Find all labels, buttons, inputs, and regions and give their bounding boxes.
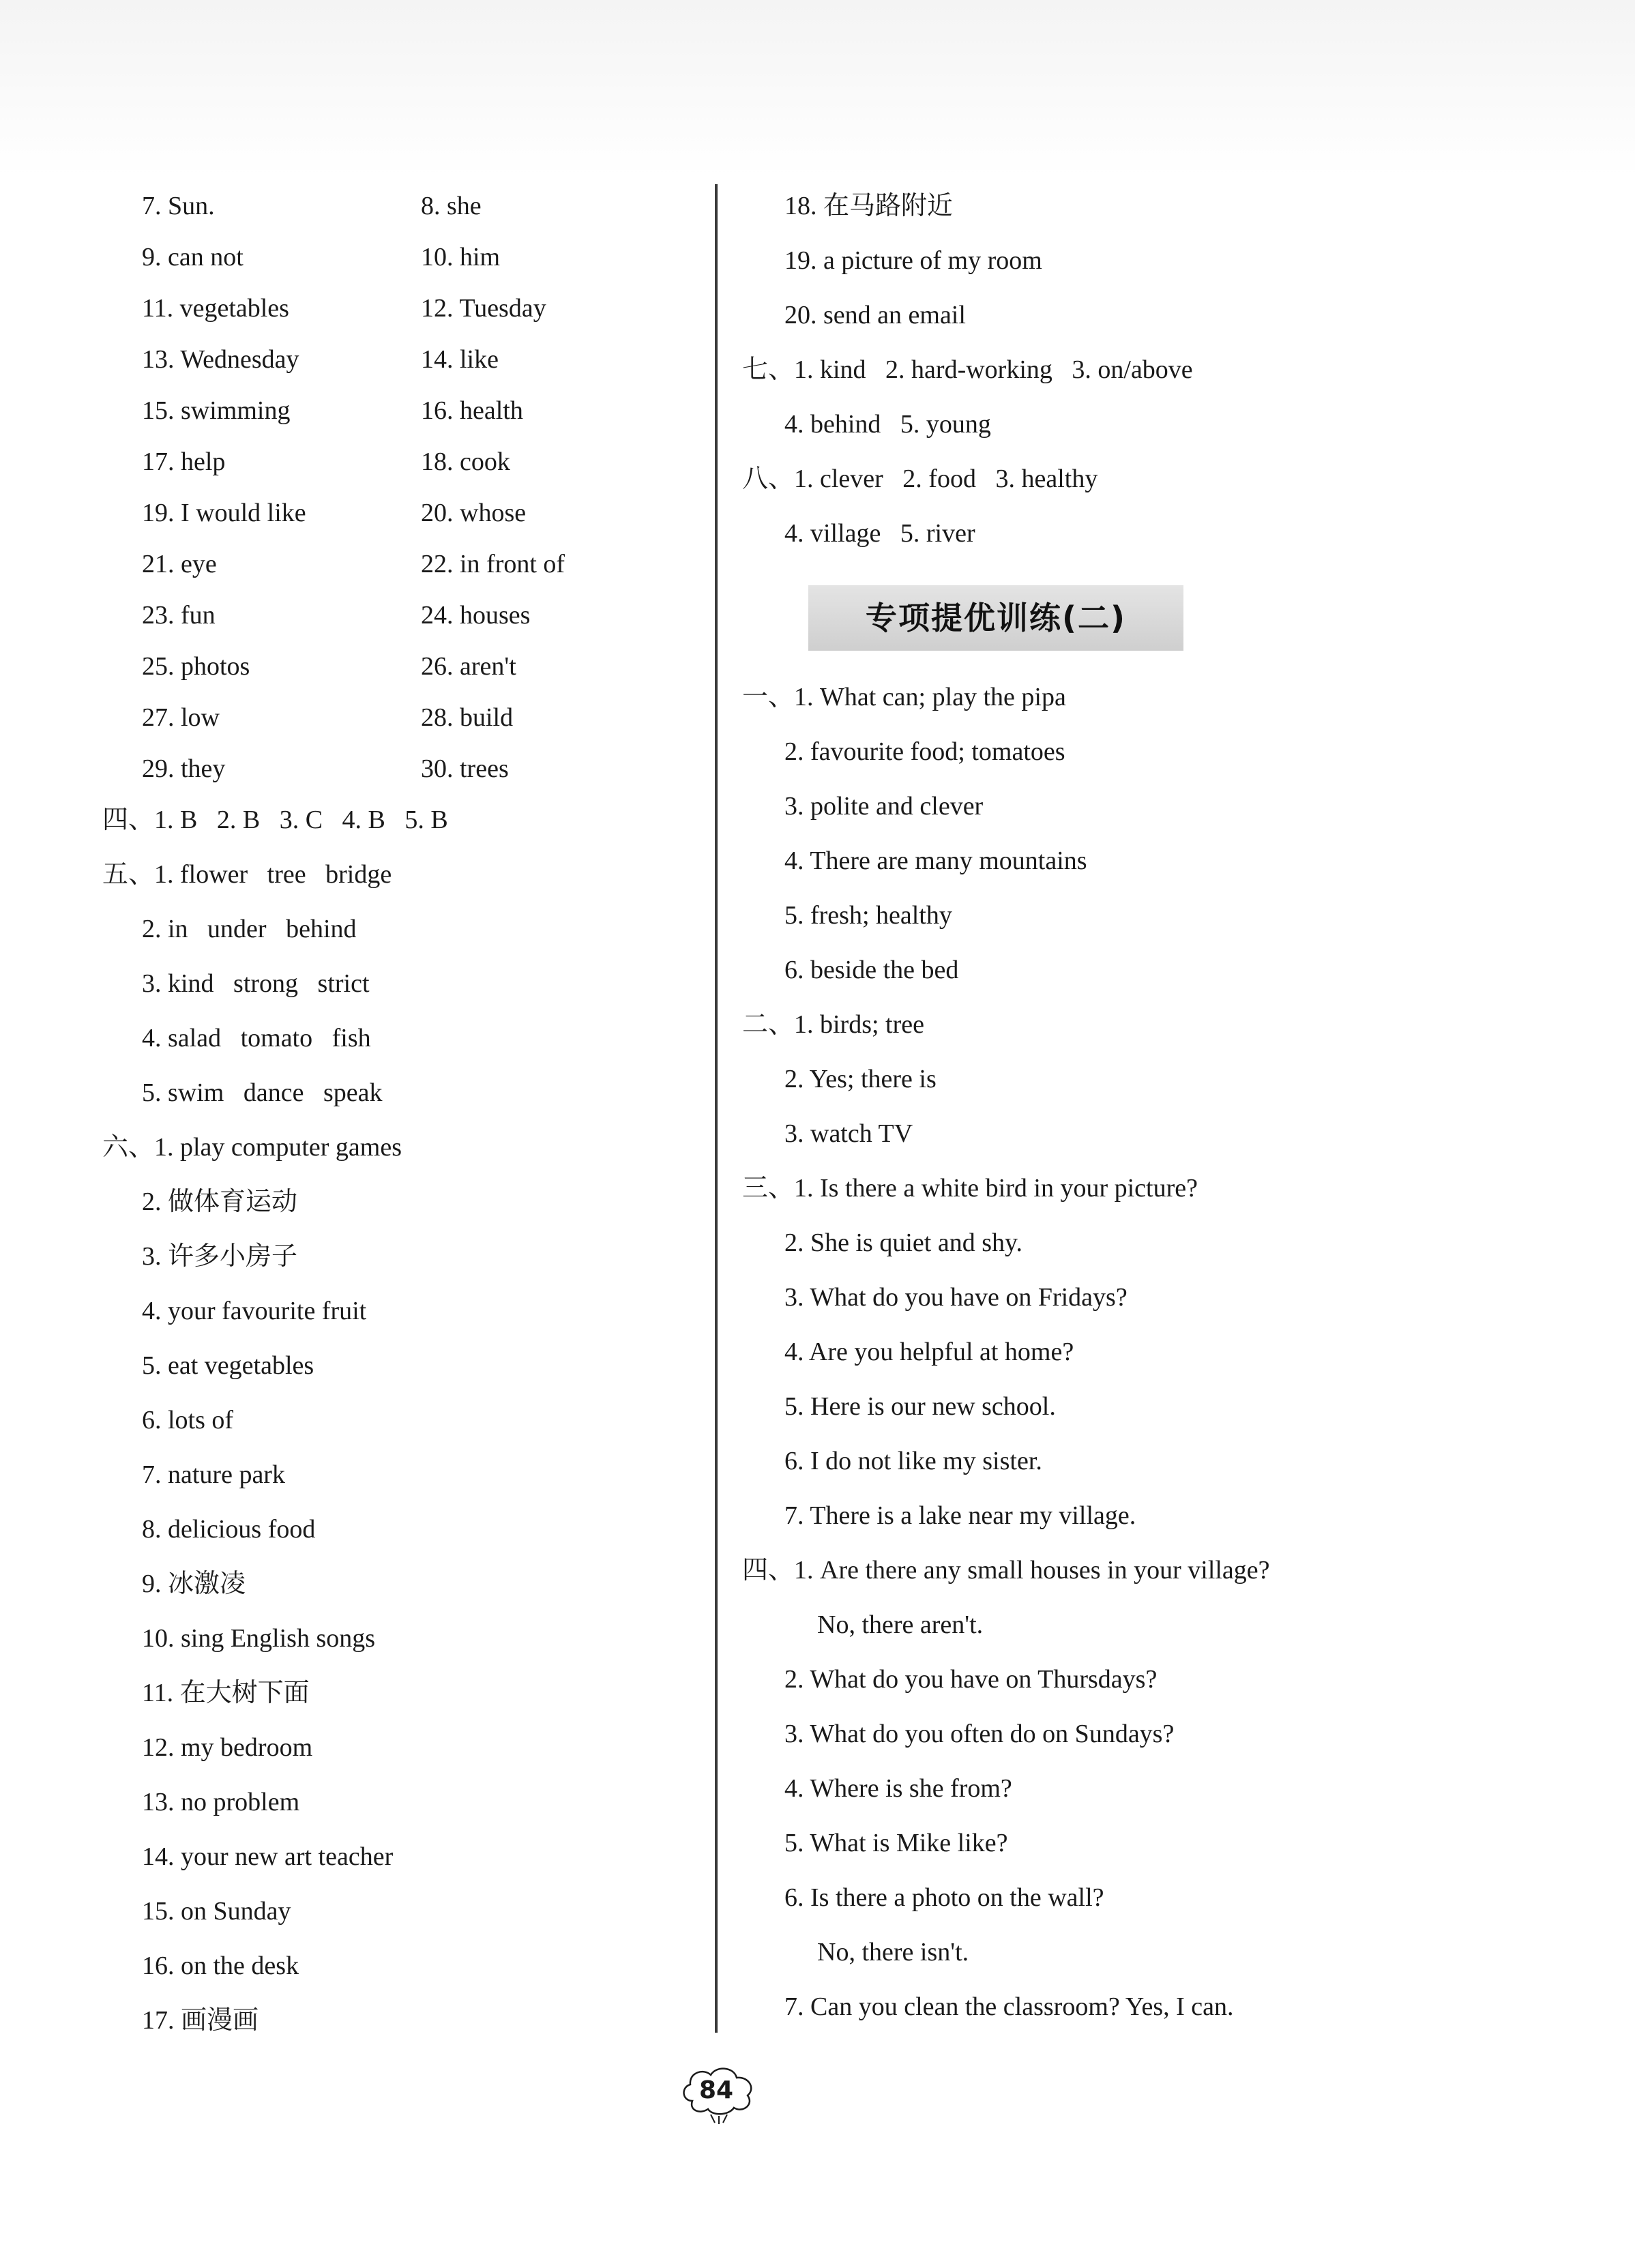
answer-line: 2. in under behind [142,915,357,943]
answer-line: 20. whose [421,499,527,527]
answer-line: 20. send an email [784,301,966,329]
answer-line: 5. Here is our new school. [784,1392,1056,1421]
answer-line: 6. Is there a photo on the wall? [784,1883,1104,1912]
answer-line: 5. eat vegetables [142,1351,314,1380]
answer-line: 3. What do you have on Fridays? [784,1283,1128,1312]
answer-line: 15. on Sunday [142,1897,291,1926]
answer-line: 21. eye [142,550,217,578]
answer-line: 14. like [421,345,499,374]
answer-line: 3. What do you often do on Sundays? [784,1720,1175,1748]
answer-line: 四、1. Are there any small houses in your village? [742,1556,1270,1585]
answer-line: 3. watch TV [784,1119,913,1148]
answer-line: 4. behind 5. young [784,410,991,439]
answer-line: 2. She is quiet and shy. [784,1228,1023,1257]
answer-line: 11. vegetables [142,294,289,323]
answer-line: 29. they [142,754,226,783]
answer-line: 四、1. B 2. B 3. C 4. B 5. B [102,806,448,834]
answer-line: 2. Yes; there is [784,1065,937,1093]
answer-line: 17. help [142,447,226,476]
answer-line: 18. cook [421,447,510,476]
answer-line: 3. kind strong strict [142,969,370,998]
answer-line: 16. health [421,396,523,425]
answer-line: 6. lots of [142,1406,234,1434]
answer-line: 16. on the desk [142,1952,299,1980]
answer-line: 4. Are you helpful at home? [784,1338,1074,1366]
answer-line: 12. Tuesday [421,294,546,323]
answer-line: 30. trees [421,754,509,783]
answer-line: 七、1. kind 2. hard-working 3. on/above [742,355,1193,384]
answer-line: 8. delicious food [142,1515,316,1544]
answer-line: 7. Sun. [142,192,215,220]
page-number: 84 [698,2076,734,2104]
answer-line: 10. sing English songs [142,1624,376,1653]
answer-line: 5. What is Mike like? [784,1829,1008,1857]
answer-line: 5. fresh; healthy [784,901,952,930]
answer-line: 19. I would like [142,499,306,527]
column-divider [715,184,718,2033]
answer-line: 13. no problem [142,1788,300,1816]
answer-line: 6. I do not like my sister. [784,1447,1042,1475]
answer-line: 9. 冰激凌 [142,1570,246,1598]
answer-line: 五、1. flower tree bridge [102,860,392,889]
answer-line: 13. Wednesday [142,345,299,374]
answer-line: 23. fun [142,601,216,630]
answer-line: 八、1. clever 2. food 3. healthy [742,465,1098,493]
answer-line: 28. build [421,703,514,732]
answer-line: No, there isn't. [817,1938,969,1967]
answer-line: 26. aren't [421,652,516,681]
answer-line: 4. village 5. river [784,519,975,548]
answer-line: 4. salad tomato fish [142,1024,371,1052]
answer-line: 2. favourite food; tomatoes [784,737,1065,766]
answer-line: 一、1. What can; play the pipa [742,683,1066,711]
answer-line: 2. What do you have on Thursdays? [784,1665,1158,1694]
section-title: 专项提优训练(二) [808,585,1183,651]
answer-line: 22. in front of [421,550,565,578]
answer-line: 17. 画漫画 [142,2006,259,2035]
answer-line: 9. can not [142,243,244,271]
answer-line: 六、1. play computer games [102,1133,402,1162]
answer-line: 15. swimming [142,396,291,425]
scan-shading [0,0,1635,177]
answer-line: 24. houses [421,601,531,630]
answer-line: 3. polite and clever [784,792,984,821]
answer-line: No, there aren't. [817,1610,984,1639]
answer-line: 6. beside the bed [784,956,959,984]
answer-line: 11. 在大树下面 [142,1679,310,1707]
answer-line: 3. 许多小房子 [142,1242,298,1271]
answer-line: 19. a picture of my room [784,246,1042,275]
answer-line: 二、1. birds; tree [742,1010,925,1039]
answer-line: 25. photos [142,652,250,681]
answer-line: 8. she [421,192,482,220]
answer-line: 5. swim dance speak [142,1078,383,1107]
answer-line: 10. him [421,243,501,271]
answer-line: 14. your new art teacher [142,1842,394,1871]
answer-line: 4. your favourite fruit [142,1297,367,1325]
answer-line: 4. There are many mountains [784,846,1087,875]
answer-line: 7. Can you clean the classroom? Yes, I can. [784,1992,1234,2021]
answer-line: 7. There is a lake near my village. [784,1501,1136,1530]
answer-line: 4. Where is she from? [784,1774,1012,1803]
answer-line: 三、1. Is there a white bird in your picture? [742,1174,1198,1203]
answer-line: 12. my bedroom [142,1733,313,1762]
answer-line: 18. 在马路附近 [784,192,954,220]
answer-line: 7. nature park [142,1460,285,1489]
answer-line: 27. low [142,703,220,732]
answer-line: 2. 做体育运动 [142,1188,298,1216]
